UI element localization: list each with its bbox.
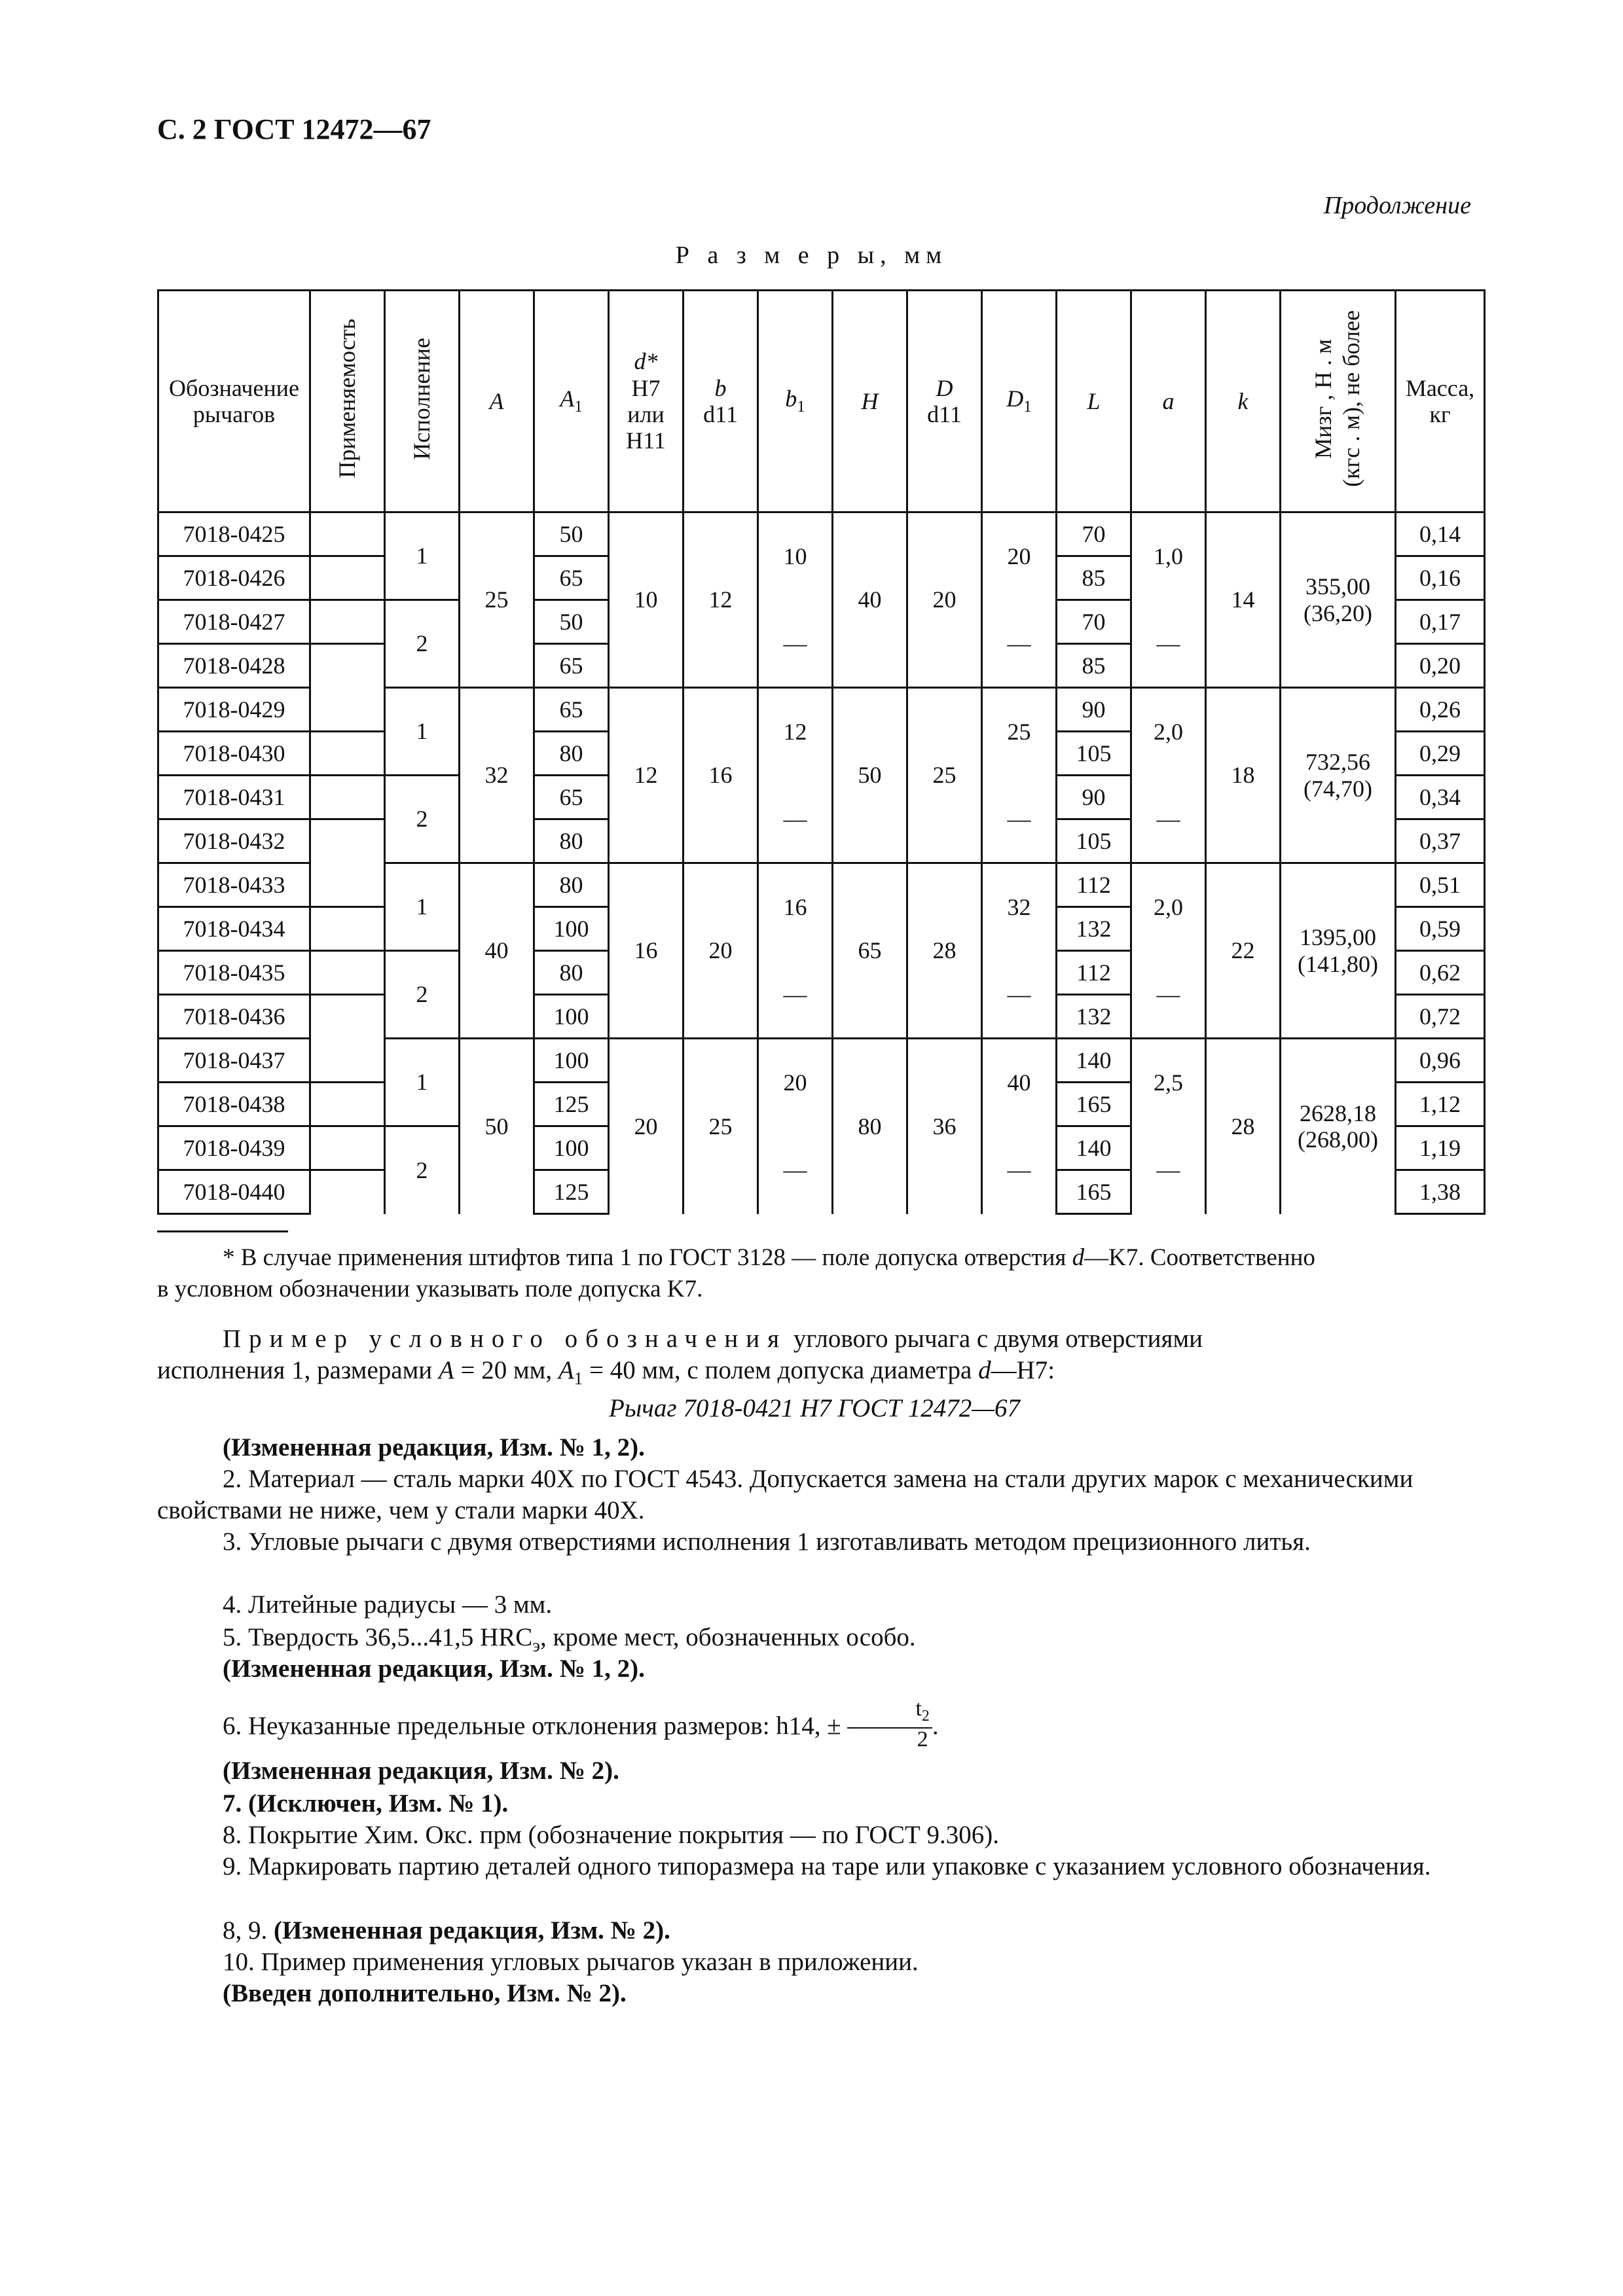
b1-cell: 12: [758, 688, 833, 776]
applicability-cell: [310, 907, 385, 951]
A1-cell: 100: [534, 907, 609, 951]
header-designation: Обозначение рычагов: [158, 291, 310, 512]
H-cell: 80: [833, 1039, 907, 1214]
execution-cell: 1: [385, 688, 460, 776]
H-cell: 50: [833, 688, 907, 863]
table-body: [158, 512, 1485, 1214]
b1-cell: —: [758, 951, 833, 1039]
A1-cell: 100: [534, 1126, 609, 1170]
applicability-cell: [310, 995, 385, 1039]
mass-cell: 0,20: [1396, 644, 1485, 688]
moment-value-kgf: (74,70): [1304, 775, 1372, 802]
header-bending-moment: Mизг , Н . м (кгс . м), не более: [1281, 291, 1396, 512]
table-row: [158, 1039, 1485, 1083]
header-execution: Исполнение: [385, 291, 460, 512]
b1-cell: —: [758, 1126, 833, 1214]
mass-cell: 0,59: [1396, 907, 1485, 951]
L-cell: 85: [1057, 556, 1131, 600]
applicability-cell: [310, 776, 385, 819]
designation-cell: 7018-0435: [158, 951, 310, 995]
D1-cell: —: [982, 1126, 1057, 1214]
bending-moment-cell: [1281, 863, 1396, 1039]
mass-cell: 0,34: [1396, 776, 1485, 819]
k-cell: 28: [1206, 1039, 1281, 1214]
moment-value: 355,00: [1305, 573, 1370, 600]
D1-cell: 32: [982, 863, 1057, 951]
footnote: * В случае применения штифтов типа 1 по ГОСТ 3128 — поле допуска отверстия d—K7. Соответственно: [223, 1244, 1315, 1271]
designation-cell: 7018-0429: [158, 688, 310, 732]
designation-cell: 7018-0431: [158, 776, 310, 819]
moment-value-kgf: (141,80): [1298, 950, 1378, 977]
a-cell: —: [1131, 951, 1206, 1039]
applicability-cell: [310, 1126, 385, 1170]
header-applicability: Применяемость: [310, 291, 385, 512]
moment-value: 732,56: [1305, 749, 1370, 776]
mass-cell: 0,62: [1396, 951, 1485, 995]
footnote-divider: [157, 1230, 288, 1232]
applicability-cell: [310, 512, 385, 556]
A1-cell: 50: [534, 512, 609, 556]
mass-cell: 0,72: [1396, 995, 1485, 1039]
mass-cell: 1,12: [1396, 1083, 1485, 1126]
header-b: b d11: [684, 291, 758, 512]
header-A1: $A_1$: [534, 291, 609, 512]
b-cell: 12: [684, 512, 758, 688]
A-cell: 25: [460, 512, 534, 688]
table-caption: Р а з м е р ы, мм: [675, 242, 948, 269]
header-a: a: [1131, 291, 1206, 512]
designation-cell: 7018-0430: [158, 732, 310, 776]
A1-cell: 80: [534, 732, 609, 776]
b1-cell: 10: [758, 512, 833, 600]
L-cell: 85: [1057, 644, 1131, 688]
mass-cell: 0,26: [1396, 688, 1485, 732]
L-cell: 90: [1057, 688, 1131, 732]
L-cell: 165: [1057, 1083, 1131, 1126]
d-cell: 12: [609, 688, 684, 863]
a-cell: —: [1131, 776, 1206, 863]
a-cell: 1,0: [1131, 512, 1206, 600]
item-9: 9. Маркировать партию деталей одного типоразмера на таре или упаковке с указанием условного обозначения.: [223, 1852, 1431, 1880]
A1-cell: 100: [534, 995, 609, 1039]
bending-moment-cell: [1281, 512, 1396, 688]
execution-cell: 2: [385, 600, 460, 688]
continuation-label: Продолжение: [1323, 192, 1471, 219]
footnote-line2: в условном обозначении указывать поле допуска K7.: [157, 1276, 703, 1302]
D-cell: 20: [907, 512, 982, 688]
L-cell: 90: [1057, 776, 1131, 819]
D1-cell: —: [982, 600, 1057, 688]
L-cell: 165: [1057, 1170, 1131, 1214]
applicability-cell: [310, 1170, 385, 1214]
D1-cell: 20: [982, 512, 1057, 600]
b1-cell: —: [758, 600, 833, 688]
designation-cell: 7018-0437: [158, 1039, 310, 1083]
b-cell: 20: [684, 863, 758, 1039]
A1-cell: 65: [534, 644, 609, 688]
L-cell: 70: [1057, 512, 1131, 556]
applicability-cell: [310, 863, 385, 907]
A1-cell: 50: [534, 600, 609, 644]
A1-cell: 65: [534, 556, 609, 600]
a-cell: —: [1131, 600, 1206, 688]
moment-value-kgf: (36,20): [1304, 600, 1372, 626]
item-2: 2. Материал — сталь марки 40Х по ГОСТ 4543. Допускается замена на стали других марок с механическими свойствами не ниже, чем у стали марки 40Х.: [157, 1465, 1413, 1524]
A-cell: 50: [460, 1039, 534, 1214]
header-mass: Масса, кг: [1396, 291, 1485, 512]
item-7: 7. (Исключен, Изм. № 1).: [223, 1789, 509, 1818]
mass-cell: 0,14: [1396, 512, 1485, 556]
header-k: k: [1206, 291, 1281, 512]
a-cell: 2,0: [1131, 863, 1206, 951]
applicability-cell: [310, 1083, 385, 1126]
a-cell: —: [1131, 1126, 1206, 1214]
A1-cell: 125: [534, 1170, 609, 1214]
dimensions-table: [157, 289, 1486, 1215]
D-cell: 36: [907, 1039, 982, 1214]
L-cell: 105: [1057, 819, 1131, 863]
L-cell: 112: [1057, 951, 1131, 995]
applicability-cell: [310, 819, 385, 863]
L-cell: 70: [1057, 600, 1131, 644]
execution-cell: 1: [385, 1039, 460, 1126]
execution-cell: 2: [385, 776, 460, 863]
mass-cell: 0,51: [1396, 863, 1485, 907]
mass-cell: 0,17: [1396, 600, 1485, 644]
A1-cell: 65: [534, 776, 609, 819]
execution-cell: 2: [385, 1126, 460, 1214]
D1-cell: —: [982, 951, 1057, 1039]
k-cell: 14: [1206, 512, 1281, 688]
D-cell: 25: [907, 688, 982, 863]
D-cell: 28: [907, 863, 982, 1039]
L-cell: 105: [1057, 732, 1131, 776]
table-row: [158, 863, 1485, 907]
example-designation: Рычаг 7018-0421 H7 ГОСТ 12472—67: [609, 1394, 1020, 1422]
mass-cell: 1,38: [1396, 1170, 1485, 1214]
D1-cell: 40: [982, 1039, 1057, 1126]
A1-cell: 65: [534, 688, 609, 732]
bending-moment-cell: [1281, 1039, 1396, 1214]
designation-cell: 7018-0434: [158, 907, 310, 951]
H-cell: 40: [833, 512, 907, 688]
header-H: H: [833, 291, 907, 512]
header-b1: $b_1$: [758, 291, 833, 512]
applicability-cell: [310, 556, 385, 600]
revision-note-1: (Измененная редакция, Изм. № 1, 2).: [223, 1433, 645, 1462]
d-cell: 16: [609, 863, 684, 1039]
execution-cell: 1: [385, 512, 460, 600]
applicability-cell: [310, 600, 385, 644]
mass-cell: 1,19: [1396, 1126, 1485, 1170]
revision-note-4: (Введен дополнительно, Изм. № 2).: [223, 1979, 627, 2007]
D1-cell: —: [982, 776, 1057, 863]
b1-cell: —: [758, 776, 833, 863]
A1-cell: 100: [534, 1039, 609, 1083]
execution-cell: 2: [385, 951, 460, 1039]
table-row: [158, 688, 1485, 732]
applicability-cell: [310, 644, 385, 688]
header-L: L: [1057, 291, 1131, 512]
item-3: 3. Угловые рычаги с двумя отверстиями исполнения 1 изготавливать методом прецизионного литья.: [223, 1528, 1311, 1556]
b-cell: 25: [684, 1039, 758, 1214]
applicability-cell: [310, 1039, 385, 1083]
designation-cell: 7018-0436: [158, 995, 310, 1039]
A-cell: 40: [460, 863, 534, 1039]
D1-cell: 25: [982, 688, 1057, 776]
header-D: D d11: [907, 291, 982, 512]
revision-note-3: (Измененная редакция, Изм. № 2).: [223, 1757, 619, 1785]
designation-cell: 7018-0438: [158, 1083, 310, 1126]
mass-cell: 0,37: [1396, 819, 1485, 863]
designation-cell: 7018-0427: [158, 600, 310, 644]
item-4: 4. Литейные радиусы — 3 мм.: [223, 1590, 553, 1619]
A-cell: 32: [460, 688, 534, 863]
a-cell: 2,5: [1131, 1039, 1206, 1126]
A1-cell: 80: [534, 819, 609, 863]
header-D1: $D_1$: [982, 291, 1057, 512]
bending-moment-cell: [1281, 688, 1396, 863]
mass-cell: 0,16: [1396, 556, 1485, 600]
example-line2: исполнения 1, размерами A = 20 мм, $A_1 = 40$ мм, с полем допуска диаметра d—H7:: [157, 1356, 1055, 1388]
L-cell: 140: [1057, 1039, 1131, 1083]
d-cell: 10: [609, 512, 684, 688]
b1-cell: 20: [758, 1039, 833, 1126]
mass-cell: 0,96: [1396, 1039, 1485, 1083]
item-5: 5. Твердость 36,5...41,5 $HRC_э$, кроме мест, обозначенных особо.: [223, 1623, 916, 1655]
item-8: 8. Покрытие Хим. Окс. прм (обозначение покрытия — по ГОСТ 9.306).: [223, 1821, 1000, 1849]
H-cell: 65: [833, 863, 907, 1039]
header-d: d* H7 или H11: [609, 291, 684, 512]
L-cell: 132: [1057, 995, 1131, 1039]
item-6: 6. Неуказанные предельные отклонения размеров: h14, ± $\frac{t_2}{2}$ .: [223, 1696, 939, 1751]
L-cell: 112: [1057, 863, 1131, 907]
page-header: С. 2 ГОСТ 12472—67: [157, 113, 431, 145]
table-row: [158, 512, 1485, 556]
example-line1: Пример условного обозначения углового рычага с двумя отверстиями: [223, 1325, 1203, 1353]
moment-value: 2628,18: [1300, 1100, 1376, 1126]
a-cell: 2,0: [1131, 688, 1206, 776]
mass-cell: 0,29: [1396, 732, 1485, 776]
designation-cell: 7018-0433: [158, 863, 310, 907]
designation-cell: 7018-0425: [158, 512, 310, 556]
k-cell: 18: [1206, 688, 1281, 863]
header-A: A: [460, 291, 534, 512]
d-cell: 20: [609, 1039, 684, 1214]
designation-cell: 7018-0440: [158, 1170, 310, 1214]
b-cell: 16: [684, 688, 758, 863]
execution-cell: 1: [385, 863, 460, 951]
A1-cell: 125: [534, 1083, 609, 1126]
table-header-row: [158, 291, 1485, 512]
L-cell: 132: [1057, 907, 1131, 951]
b1-cell: 16: [758, 863, 833, 951]
moment-value: 1395,00: [1300, 924, 1376, 951]
revision-note-2: (Измененная редакция, Изм. № 1, 2).: [223, 1655, 645, 1683]
item-8-9-revision: 8, 9. (Измененная редакция, Изм. № 2).: [223, 1916, 670, 1945]
A1-cell: 80: [534, 951, 609, 995]
applicability-cell: [310, 951, 385, 995]
L-cell: 140: [1057, 1126, 1131, 1170]
designation-cell: 7018-0432: [158, 819, 310, 863]
moment-value-kgf: (268,00): [1298, 1126, 1378, 1153]
designation-cell: 7018-0439: [158, 1126, 310, 1170]
designation-cell: 7018-0428: [158, 644, 310, 688]
item-10: 10. Пример применения угловых рычагов указан в приложении.: [223, 1948, 919, 1976]
designation-cell: 7018-0426: [158, 556, 310, 600]
applicability-cell: [310, 688, 385, 732]
A1-cell: 80: [534, 863, 609, 907]
k-cell: 22: [1206, 863, 1281, 1039]
applicability-cell: [310, 732, 385, 776]
